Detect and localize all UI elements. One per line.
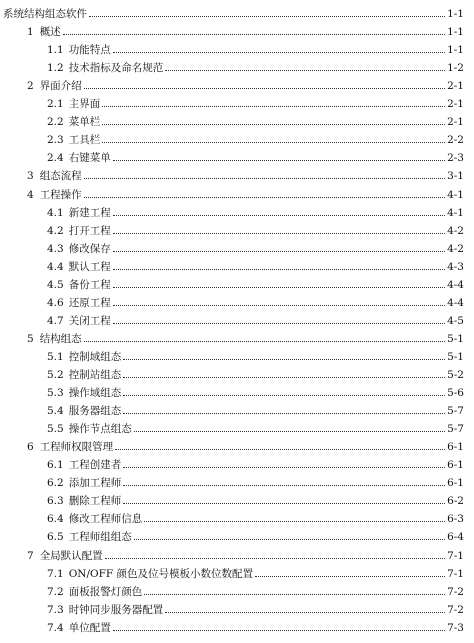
toc-entry-title: 界面介绍 (39, 80, 82, 93)
toc-entry-number: 7.3 (47, 603, 64, 616)
toc-entry-title: 打开工程 (68, 224, 111, 237)
toc-entry[interactable] (0, 598, 474, 616)
toc-entry-number: 4.7 (47, 314, 64, 327)
toc-entry-page-number: 2-1 (447, 80, 464, 93)
toc-entry[interactable] (0, 2, 474, 20)
toc-entry-page-number: 2-2 (447, 134, 464, 147)
dot-leader (113, 630, 445, 631)
dot-leader (102, 142, 445, 143)
toc-entry-page-number: 5-2 (447, 369, 464, 381)
toc-entry-number: 4.6 (47, 296, 64, 309)
toc-entry[interactable] (0, 201, 474, 219)
dot-leader (102, 106, 445, 107)
dot-leader (113, 233, 445, 234)
toc-entry-page-number: 6-1 (447, 477, 464, 490)
toc-entry-page-number: 7-2 (447, 603, 464, 616)
dot-leader (123, 467, 445, 468)
toc-entry[interactable] (0, 544, 474, 562)
toc-entry-title: 服务器组态 (68, 405, 122, 418)
toc-entry-number: 4.1 (47, 206, 64, 219)
toc-entry[interactable] (0, 92, 474, 110)
toc-entry-title: 组态流程 (39, 170, 82, 183)
toc-entry[interactable] (0, 146, 474, 164)
dot-leader (123, 377, 445, 378)
dot-leader (113, 160, 445, 161)
toc-entry-number: 4 (27, 188, 34, 201)
toc-entry-page-number: 4-2 (447, 224, 464, 237)
toc-entry-title: 菜单栏 (68, 116, 101, 129)
toc-entry-number: 5.1 (47, 350, 64, 363)
toc-entry[interactable] (0, 399, 474, 417)
toc-entry-number: 7.4 (47, 621, 64, 634)
toc-entry-number: 4.5 (47, 278, 64, 291)
toc-entry-page-number: 1-1 (447, 8, 464, 20)
toc-entry-number: 2.4 (47, 152, 64, 165)
toc-entry[interactable] (0, 237, 474, 255)
toc-entry-number: 7.2 (47, 585, 64, 598)
toc-entry-number: 5 (27, 332, 34, 345)
toc-entry[interactable] (0, 309, 474, 327)
toc-entry-number: 1.2 (47, 62, 64, 75)
toc-entry-number: 7.1 (47, 567, 64, 580)
toc-entry-page-number: 3-1 (447, 170, 464, 183)
toc-entry-page-number: 5-1 (447, 332, 464, 345)
toc-entry[interactable] (0, 453, 474, 471)
toc-entry-title: 工程师组组态 (68, 531, 132, 544)
toc-entry-page-number: 5-7 (447, 423, 464, 436)
dot-leader (113, 269, 445, 270)
dot-leader (113, 251, 445, 252)
toc-entry-page-number: 1-1 (447, 26, 464, 39)
toc-entry-title: 默认工程 (68, 260, 111, 273)
toc-entry-number: 1.1 (47, 44, 64, 57)
toc-entry[interactable] (0, 128, 474, 146)
toc-entry-title: 备份工程 (68, 278, 111, 291)
toc-entry[interactable] (0, 164, 474, 182)
toc-entry-page-number: 6-2 (447, 495, 464, 508)
toc-entry-number: 3 (27, 170, 34, 183)
toc-entry-title: 时钟同步服务器配置 (68, 603, 164, 616)
toc-entry-number: 2.1 (47, 98, 64, 111)
dot-leader (113, 287, 445, 288)
toc-entry[interactable] (0, 525, 474, 543)
toc-entry-title: 工程师权限管理 (39, 441, 114, 454)
toc-entry-title: 操作节点组态 (68, 423, 132, 436)
dot-leader (144, 521, 445, 522)
dot-leader (105, 558, 445, 559)
toc-entry[interactable] (0, 255, 474, 273)
toc-entry[interactable] (0, 56, 474, 74)
toc-entry-title: 删除工程师 (68, 495, 122, 508)
toc-entry-number: 6.4 (47, 513, 64, 526)
dot-leader (165, 612, 445, 613)
toc-entry-page-number: 6-3 (447, 513, 464, 526)
toc-entry-number: 5.5 (47, 423, 64, 436)
toc-entry-number: 6 (27, 441, 34, 454)
toc-entry-number: 5.2 (47, 369, 64, 381)
dot-leader (84, 341, 445, 342)
toc-entry[interactable] (0, 110, 474, 128)
toc-entry-page-number: 1-2 (447, 62, 464, 75)
toc-entry-title: 工程操作 (39, 188, 82, 201)
toc-entry-page-number: 4-5 (447, 314, 464, 327)
toc-entry[interactable] (0, 345, 474, 363)
dot-leader (102, 124, 445, 125)
dot-leader (134, 431, 445, 432)
toc-entry-page-number: 2-3 (447, 152, 464, 165)
dot-leader (123, 485, 445, 486)
toc-entry-page-number: 6-4 (447, 531, 464, 544)
toc-entry-page-number: 7-1 (447, 567, 464, 580)
toc-entry[interactable] (0, 273, 474, 291)
toc-entry-page-number: 7-3 (447, 621, 464, 634)
toc-entry[interactable] (0, 616, 474, 634)
toc-entry[interactable] (0, 580, 474, 598)
toc-entry[interactable] (0, 219, 474, 237)
toc-entry-title: 关闭工程 (68, 314, 111, 327)
dot-leader (123, 503, 445, 504)
toc-entry[interactable] (0, 471, 474, 489)
toc-entry-page-number: 7-2 (447, 585, 464, 598)
toc-entry-title: 右键菜单 (68, 152, 111, 165)
dot-leader (113, 323, 445, 324)
toc-entry-number: 6.3 (47, 495, 64, 508)
toc-entry[interactable] (0, 381, 474, 399)
toc-entry-title: 还原工程 (68, 296, 111, 309)
toc-entry-number: 6.2 (47, 477, 64, 490)
toc-entry[interactable] (0, 562, 474, 580)
toc-entry-page-number: 2-1 (447, 116, 464, 129)
toc-entry-page-number: 4-4 (447, 296, 464, 309)
toc-entry-title: 功能特点 (68, 44, 111, 57)
toc-entry[interactable] (0, 183, 474, 201)
toc-entry-number: 5.4 (47, 405, 64, 418)
toc-entry-title: 技术指标及命名规范 (68, 62, 164, 75)
dot-leader (84, 197, 445, 198)
dot-leader (84, 88, 445, 89)
toc-entry-page-number: 4-2 (447, 242, 464, 255)
toc-entry-title: 控制站组态 (68, 369, 122, 381)
toc-entry-title: 单位配置 (68, 621, 111, 634)
toc-entry-page-number: 6-1 (447, 441, 464, 454)
toc-entry-title: 添加工程师 (68, 477, 122, 490)
toc-entry[interactable] (0, 417, 474, 435)
toc-entry-page-number: 5-1 (447, 350, 464, 363)
toc-entry-number: 2.2 (47, 116, 64, 129)
toc-entry-number: 6.1 (47, 459, 64, 472)
toc-entry-title: 工程创建者 (68, 459, 122, 472)
toc-entry[interactable] (0, 38, 474, 56)
toc-entry-title: 修改保存 (68, 242, 111, 255)
toc-entry-title: 控制域组态 (68, 350, 122, 363)
toc-entry-title: 操作域组态 (68, 387, 122, 400)
dot-leader (63, 34, 445, 35)
toc-entry-page-number: 1-1 (447, 44, 464, 57)
toc-entry-title: 新建工程 (68, 206, 111, 219)
toc-entry-number: 2 (27, 80, 34, 93)
toc-entry-page-number: 4-1 (447, 188, 464, 201)
dot-leader (123, 395, 445, 396)
toc-entry[interactable] (0, 435, 474, 453)
dot-leader (113, 305, 445, 306)
dot-leader (144, 594, 445, 595)
toc-entry-page-number: 4-4 (447, 278, 464, 291)
toc-entry-number: 4.2 (47, 224, 64, 237)
toc-entry[interactable] (0, 507, 474, 525)
dot-leader (165, 70, 445, 71)
dot-leader (123, 413, 445, 414)
toc-entry-page-number: 4-1 (447, 206, 464, 219)
toc-entry-number: 6.5 (47, 531, 64, 544)
toc-entry-title: 面板报警灯颜色 (68, 585, 143, 598)
toc-entry-title: ON/OFF 颜色及位号模板小数位数配置 (68, 567, 254, 580)
toc-entry-title: 系统结构组态软件 (3, 8, 87, 20)
toc-entry-number: 2.3 (47, 134, 64, 147)
toc-entry-number: 5.3 (47, 387, 64, 400)
toc-entry-title: 主界面 (68, 98, 101, 111)
toc-entry-number: 7 (27, 549, 34, 562)
toc-entry[interactable] (0, 20, 474, 38)
toc-entry-page-number: 5-6 (447, 387, 464, 400)
toc-entry-title: 概述 (39, 26, 61, 39)
toc-entry-page-number: 2-1 (447, 98, 464, 111)
toc-entry[interactable] (0, 489, 474, 507)
dot-leader (113, 215, 445, 216)
dot-leader (89, 16, 445, 17)
dot-leader (115, 449, 445, 450)
dot-leader (84, 178, 445, 179)
toc-entry-page-number: 5-7 (447, 405, 464, 418)
toc-entry[interactable] (0, 291, 474, 309)
toc-entry-number: 4.4 (47, 260, 64, 273)
dot-leader (123, 359, 445, 360)
dot-leader (255, 576, 445, 577)
toc-entry-number: 4.3 (47, 242, 64, 255)
toc-entry-number: 1 (27, 26, 34, 39)
toc-entry-title: 修改工程师信息 (68, 513, 143, 526)
toc-entry-title: 工具栏 (68, 134, 101, 147)
toc-entry-page-number: 7-1 (447, 549, 464, 562)
toc-entry-title: 结构组态 (39, 332, 82, 345)
dot-leader (134, 539, 445, 540)
toc-entry[interactable] (0, 74, 474, 92)
toc-entry-page-number: 4-3 (447, 260, 464, 273)
toc-entry[interactable] (0, 327, 474, 345)
toc-entry-page-number: 6-1 (447, 459, 464, 472)
dot-leader (113, 52, 445, 53)
toc-entry[interactable] (0, 363, 474, 381)
toc-entry-title: 全局默认配置 (39, 549, 103, 562)
